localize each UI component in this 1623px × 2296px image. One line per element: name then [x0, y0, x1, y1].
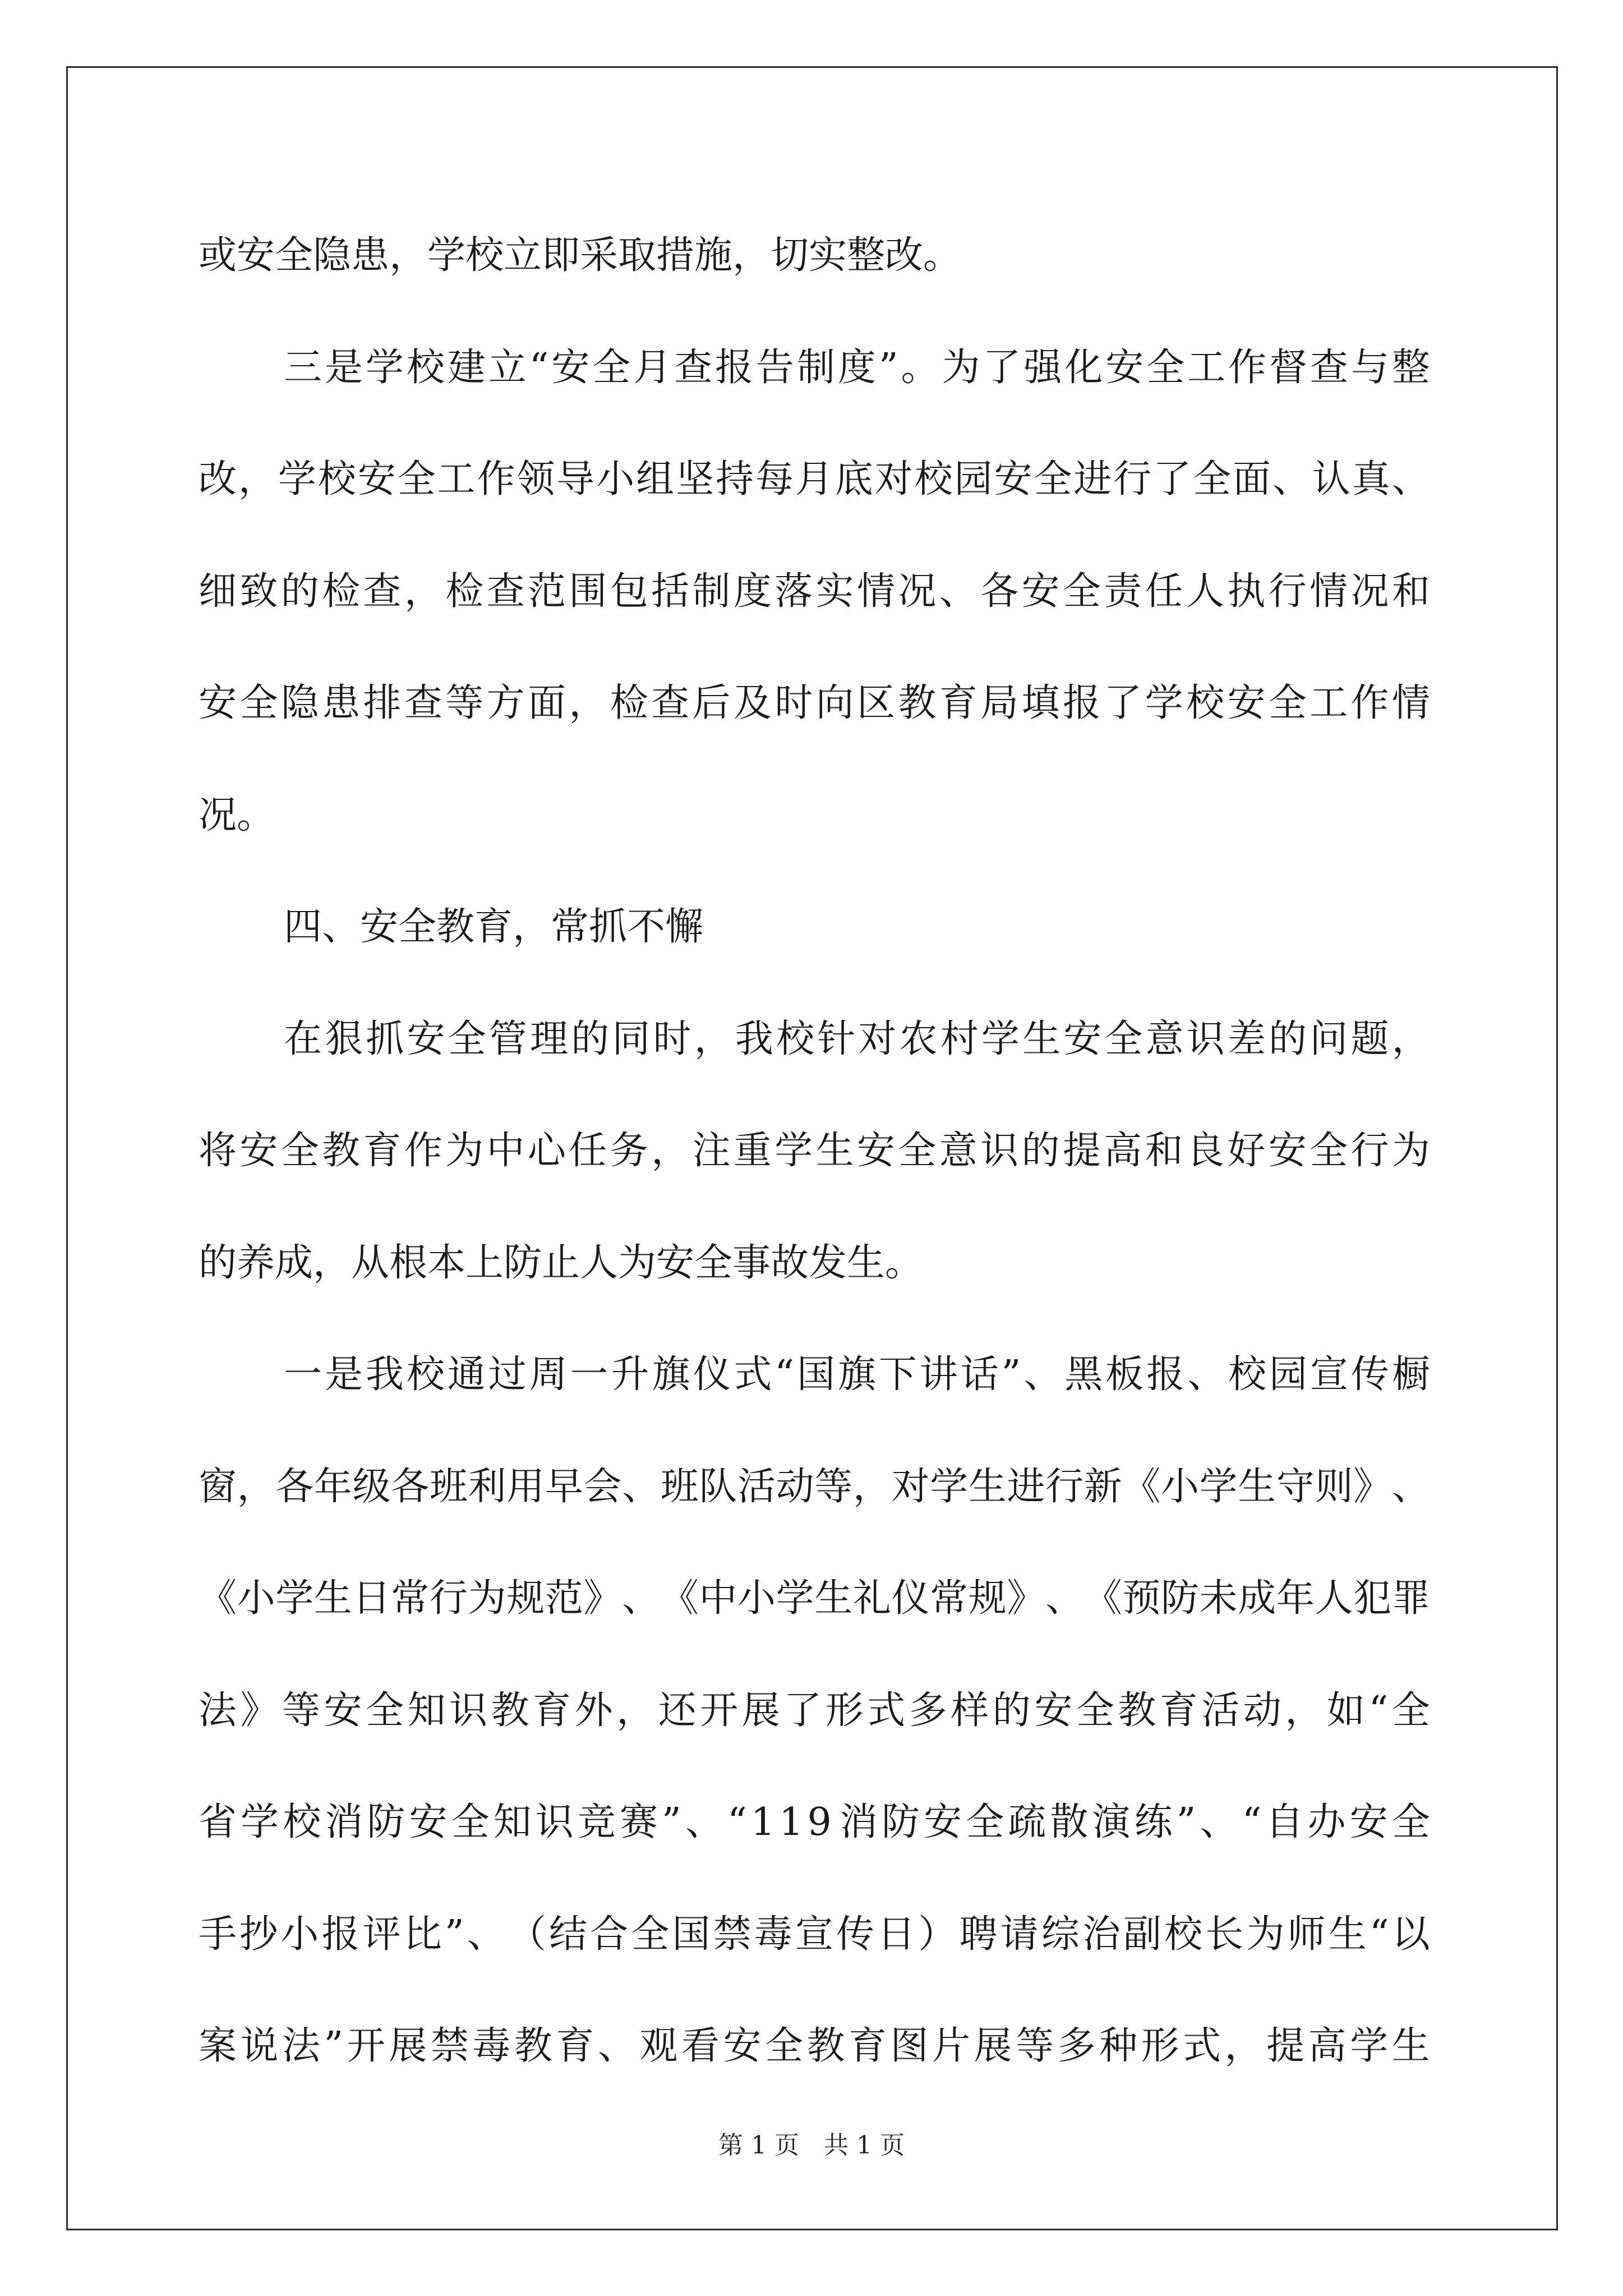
text-line: 《 小 学 生 日 常 行 为 规 范 》 、 《 中 小 学 生 礼 仪 常 规 》 、 《 预 防 未 成 年 人 犯 罪: [199, 1576, 1430, 1621]
text-line: 细 致 的 检 查 ， 检 查 范 围 包 括 制 度 落 实 情 况 、 各 安 全 责 任 人 执 行 情 况 和: [199, 569, 1430, 614]
text-line: 一 是 我 校 通 过 周 一 升 旗 仪 式 “ 国 旗 下 讲 话 ” 、 黑 板 报 、 校 园 宣 传 橱: [284, 1352, 1430, 1397]
text-line: 在 狠 抓 安 全 管 理 的 同 时 ， 我 校 针 对 农 村 学 生 安 全 意 识 差 的 问 题 ，: [284, 1016, 1430, 1061]
text-line: 安 全 隐 患 排 查 等 方 面 ， 检 查 后 及 时 向 区 教 育 局 填 报 了 学 校 安 全 工 作 情: [199, 681, 1430, 725]
text-line: 的养成，从根本上防止人为安全事故发生。: [199, 1240, 924, 1285]
text-line: 省 学 校 消 防 安 全 知 识 竞 赛 ” 、 “ 1 1 9 消 防 安 全 疏 散 演 练 ” 、 “ 自 办 安 全: [199, 1800, 1430, 1844]
text-line: 将 安 全 教 育 作 为 中 心 任 务 ， 注 重 学 生 安 全 意 识 的 提 高 和 良 好 安 全 行 为: [199, 1129, 1430, 1173]
text-line: 况。: [199, 793, 275, 838]
section-heading: 四、安全教育，常抓不懈: [284, 905, 704, 949]
text-line: 三 是 学 校 建 立 “ 安 全 月 查 报 告 制 度 ” 。 为 了 强 化 安 全 工 作 督 查 与 整: [284, 345, 1430, 390]
text-line: 窗 ， 各 年 级 各 班 利 用 早 会 、 班 队 活 动 等 ， 对 学 生 进 行 新 《 小 学 生 守 则 》 、: [199, 1464, 1430, 1509]
document-body: [199, 200, 1430, 2102]
page-number-footer: 第 1 页 共 1 页: [718, 2131, 905, 2160]
text-line: 或安全隐患，学校立即采取措施，切实整改。: [199, 233, 962, 278]
text-line: 案 说 法 ” 开 展 禁 毒 教 育 、 观 看 安 全 教 育 图 片 展 等 多 种 形 式 ， 提 高 学 生: [199, 2024, 1430, 2068]
text-line: 改 ， 学 校 安 全 工 作 领 导 小 组 坚 持 每 月 底 对 校 园 安 全 进 行 了 全 面 、 认 真 、: [199, 457, 1430, 501]
text-line: 手 抄 小 报 评 比 ” 、 （ 结 合 全 国 禁 毒 宣 传 日 ） 聘 请 综 治 副 校 长 为 师 生 “ 以: [199, 1912, 1430, 1957]
text-line: 法 》 等 安 全 知 识 教 育 外 ， 还 开 展 了 形 式 多 样 的 安 全 教 育 活 动 ， 如 “ 全: [199, 1688, 1430, 1733]
